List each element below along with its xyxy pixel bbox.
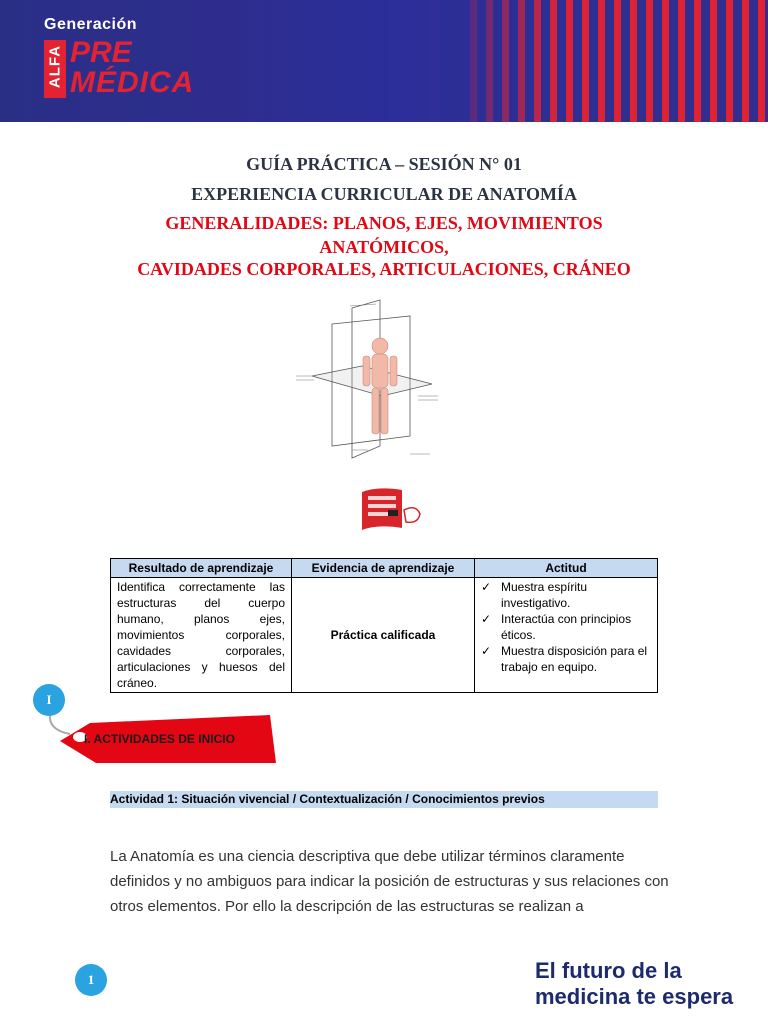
slogan-line2: medicina te espera [535, 984, 734, 1009]
logo-side-text: ALFA [46, 44, 64, 89]
page-number: 1 [75, 964, 107, 996]
book-icon [358, 484, 426, 534]
logo-side-block [44, 40, 66, 98]
section-badge: I [33, 684, 65, 716]
guide-title: GUÍA PRÁCTICA – SESIÓN N° 01 [246, 154, 522, 174]
actitud-item: ✓ Muestra espíritu investigativo. [481, 579, 651, 611]
section-label: I. ACTIVIDADES DE INICIO [84, 732, 235, 746]
topic-line2: ANATÓMICOS, [319, 237, 449, 257]
resultado-cell: Identifica correctamente las estructuras del cuerpo humano, planos ejes, movimientos corporales, cavidades corporales, articulaciones y huesos del cráneo. [111, 578, 292, 693]
activity-title: Actividad 1: Situación vivencial / Contextualización / Conocimientos previos [110, 791, 658, 808]
header-resultado: Resultado de aprendizaje [111, 559, 292, 578]
course-title: EXPERIENCIA CURRICULAR DE ANATOMÍA [191, 184, 577, 204]
logo-line1: PRE [70, 36, 132, 69]
header-banner [0, 0, 768, 122]
slogan-line1: El futuro de la [535, 958, 682, 983]
evidencia-cell: Práctica calificada [292, 578, 475, 693]
learning-table [110, 558, 658, 693]
topic-line3: CAVIDADES CORPORALES, ARTICULACIONES, CRÁNEO [137, 259, 631, 279]
slogan [535, 958, 733, 1010]
header-actitud: Actitud [475, 559, 658, 578]
logo-top-text: Generación [44, 16, 138, 33]
topic-line1: GENERALIDADES: PLANOS, EJES, MOVIMIENTOS [165, 213, 603, 233]
anatomical-planes-illustration [292, 296, 442, 464]
actitud-cell [475, 578, 658, 693]
header-evidencia: Evidencia de aprendizaje [292, 559, 475, 578]
actitud-item: ✓ Interactúa con principios éticos. [481, 611, 651, 643]
intro-paragraph: La Anatomía es una ciencia descriptiva que debe utilizar términos claramente definidos y no ambiguos para indicar la posición de estructuras y sus relaciones con otros elementos. Por ello la descripción de las estructuras se realizan a [110, 848, 669, 915]
actitud-item: ✓ Muestra disposición para el trabajo en equipo. [481, 643, 651, 675]
logo-line2: MÉDICA [70, 66, 195, 99]
